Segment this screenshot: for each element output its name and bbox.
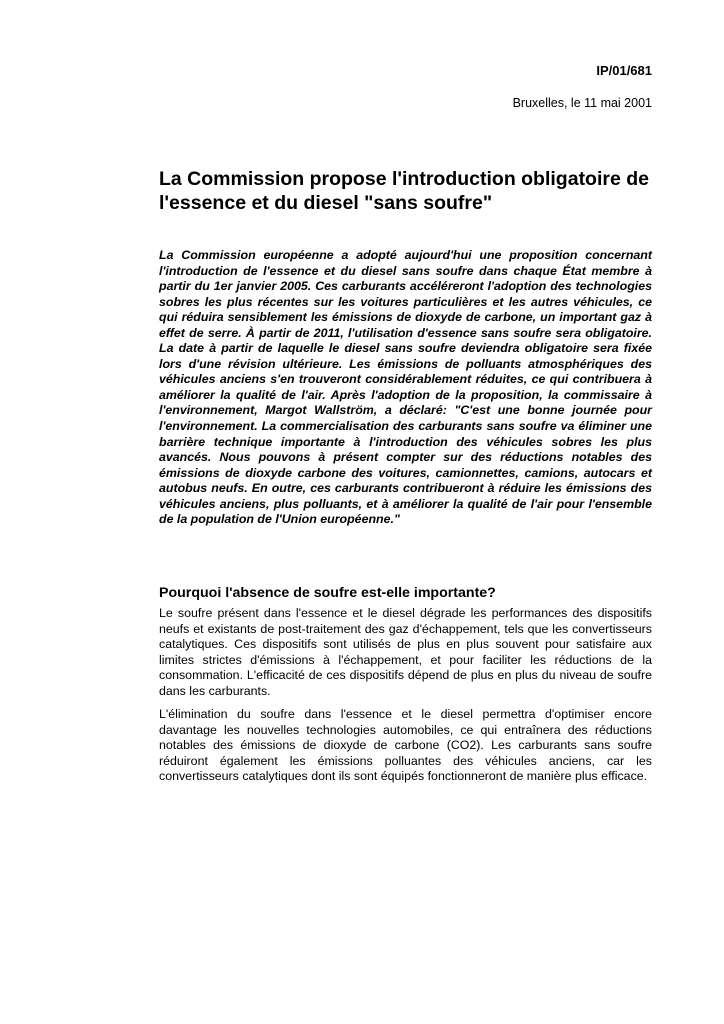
lead-paragraph: La Commission européenne a adopté aujourd'hui une proposition concernant l'introduction de l'essence et du diesel sans soufre dans chaque État membre à partir du 1er janvier 2005. Ces carburants accéléreront l'adoption des technologies sobres les plus récentes sur les voitures particulières et les autres véhicules, ce qui réduira sensiblement les émissions de dioxyde de carbone, un important gaz à effet de serre. À partir de 2011, l'utilisation d'essence sans soufre sera obligatoire. La date à partir de laquelle le diesel sans soufre deviendra obligatoire sera fixée lors d'une révision ultérieure. Les émissions de polluants atmosphériques des véhicules anciens s'en trouveront considérablement réduites, ce qui contribuera à améliorer la qualité de l'air. Après l'adoption de la proposition, la commissaire à l'environnement, Margot Wallström, a déclaré: "C'est une bonne journée pour l'environnement. La commercialisation des carburants sans soufre va éliminer une barrière technique importante à l'introduction des véhicules sobres les plus avancés. Nous pouvons à présent compter sur des réductions notables des émissions de dioxyde carbone des voitures, camionnettes, camions, autocars et autobus neufs. En outre, ces carburants contribueront à réduire les émissions des véhicules anciens, plus polluants, et à améliorer la qualité de l'air pour l'ensemble de la population de l'Union européenne.": [159, 248, 652, 527]
press-release-reference: IP/01/681: [596, 63, 652, 78]
body-paragraph: L'élimination du soufre dans l'essence et le diesel permettra d'optimiser encore davantage les nouvelles technologies automobiles, ce qui entraînera des réductions notables des émissions de dioxyde de carbone (CO2). Les carburants sans soufre réduiront également les émissions polluantes des véhicules anciens, car les convertisseurs catalytiques dont ils sont équipés fonctionneront de manière plus efficace.: [159, 707, 652, 784]
dateline: Bruxelles, le 11 mai 2001: [512, 96, 652, 110]
section-heading: Pourquoi l'absence de soufre est-elle importante?: [159, 585, 496, 601]
body-paragraph: Le soufre présent dans l'essence et le diesel dégrade les performances des dispositifs neufs et existants de post-traitement des gaz d'échappement, tels que les convertisseurs catalytiques. Ces dispositifs sont utilisés de plus en plus souvent pour satisfaire aux limites strictes d'émissions à l'échappement, et pour faciliter les réductions de la consommation. L'efficacité de ces dispositifs dépend de plus en plus du niveau de soufre dans les carburants.: [159, 606, 652, 698]
document-title: La Commission propose l'introduction obligatoire de l'essence et du diesel "sans soufre": [159, 168, 649, 214]
